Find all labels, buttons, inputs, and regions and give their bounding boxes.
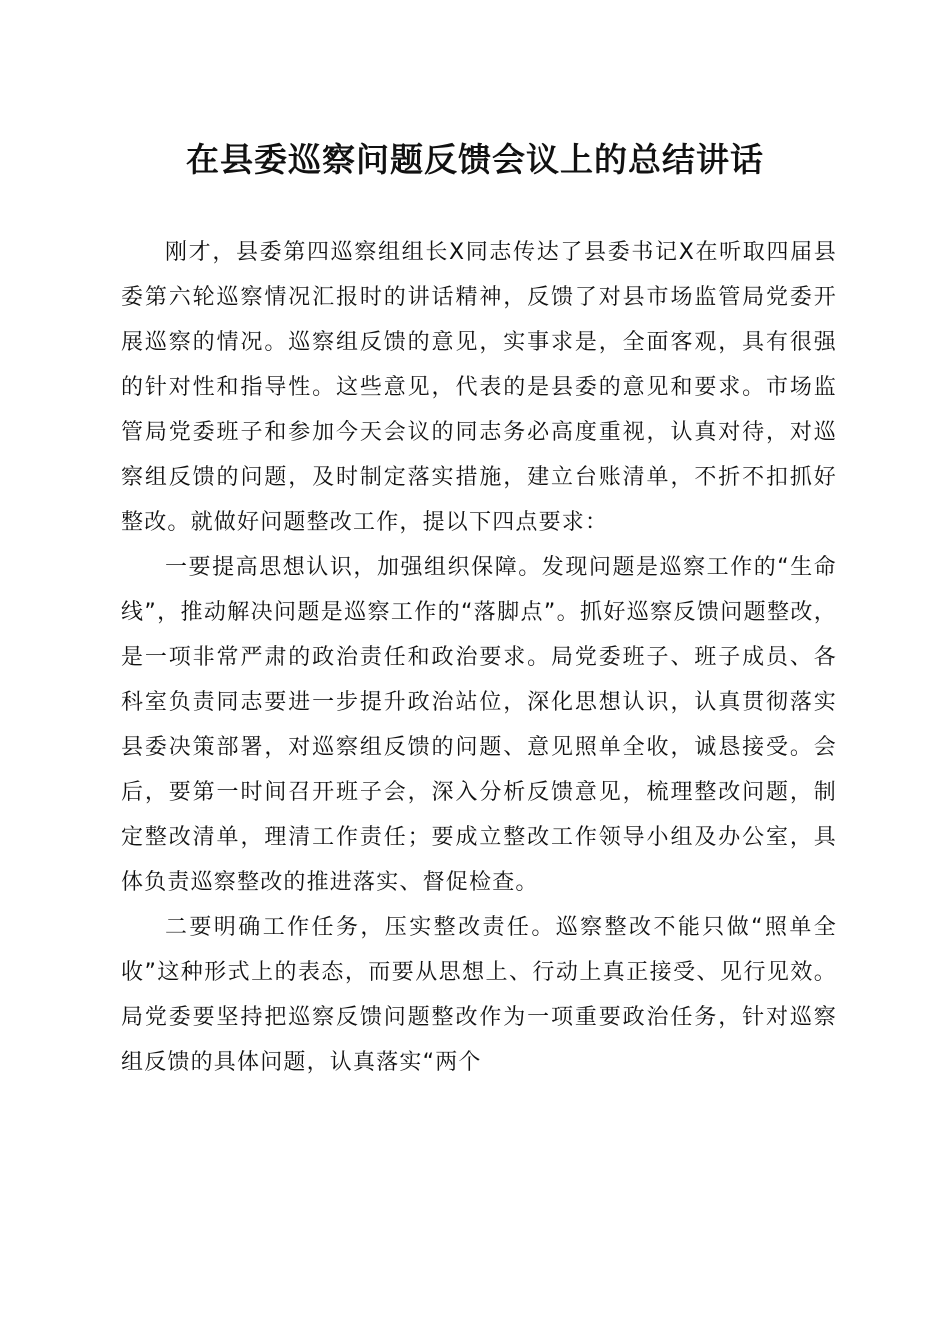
document-title: 在县委巡察问题反馈会议上的总结讲话 — [186, 140, 764, 179]
paragraph-intro: 刚才，县委第四巡察组组长X同志传达了县委书记X在听取四届县委第六轮巡察情况汇报时的讲话精神，反馈了对县市场监管局党委开展巡察的情况。巡察组反馈的意见，实事求是，全面客观，具有很强的针对性和指导性。这些意见，代表的是县委的意见和要求。市场监管局党委班子和参加今天会议的同志务必高度重视，认真对待，对巡察组反馈的问题，及时制定落实措施，建立台账清单，不折不扣抓好整改。就做好问题整改工作，提以下四点要求： — [121, 240, 837, 535]
document-body — [121, 230, 837, 1085]
paragraph-requirement-2: 二要明确工作任务，压实整改责任。巡察整改不能只做“照单全收”这种形式上的表态，而要从思想上、行动上真正接受、见行见效。局党委要坚持把巡察反馈问题整改作为一项重要政治任务，针对巡察组反馈的具体问题，认真落实“两个 — [121, 915, 837, 1075]
paragraph-requirement-1: 一要提高思想认识，加强组织保障。发现问题是巡察工作的“生命线”，推动解决问题是巡察工作的“落脚点”。抓好巡察反馈问题整改，是一项非常严肃的政治责任和政治要求。局党委班子、班子成员、各科室负责同志要进一步提升政治站位，深化思想认识，认真贯彻落实县委决策部署，对巡察组反馈的问题、意见照单全收，诚恳接受。会后，要第一时间召开班子会，深入分析反馈意见，梳理整改问题，制定整改清单，理清工作责任；要成立整改工作领导小组及办公室，具体负责巡察整改的推进落实、督促检查。 — [121, 555, 837, 895]
